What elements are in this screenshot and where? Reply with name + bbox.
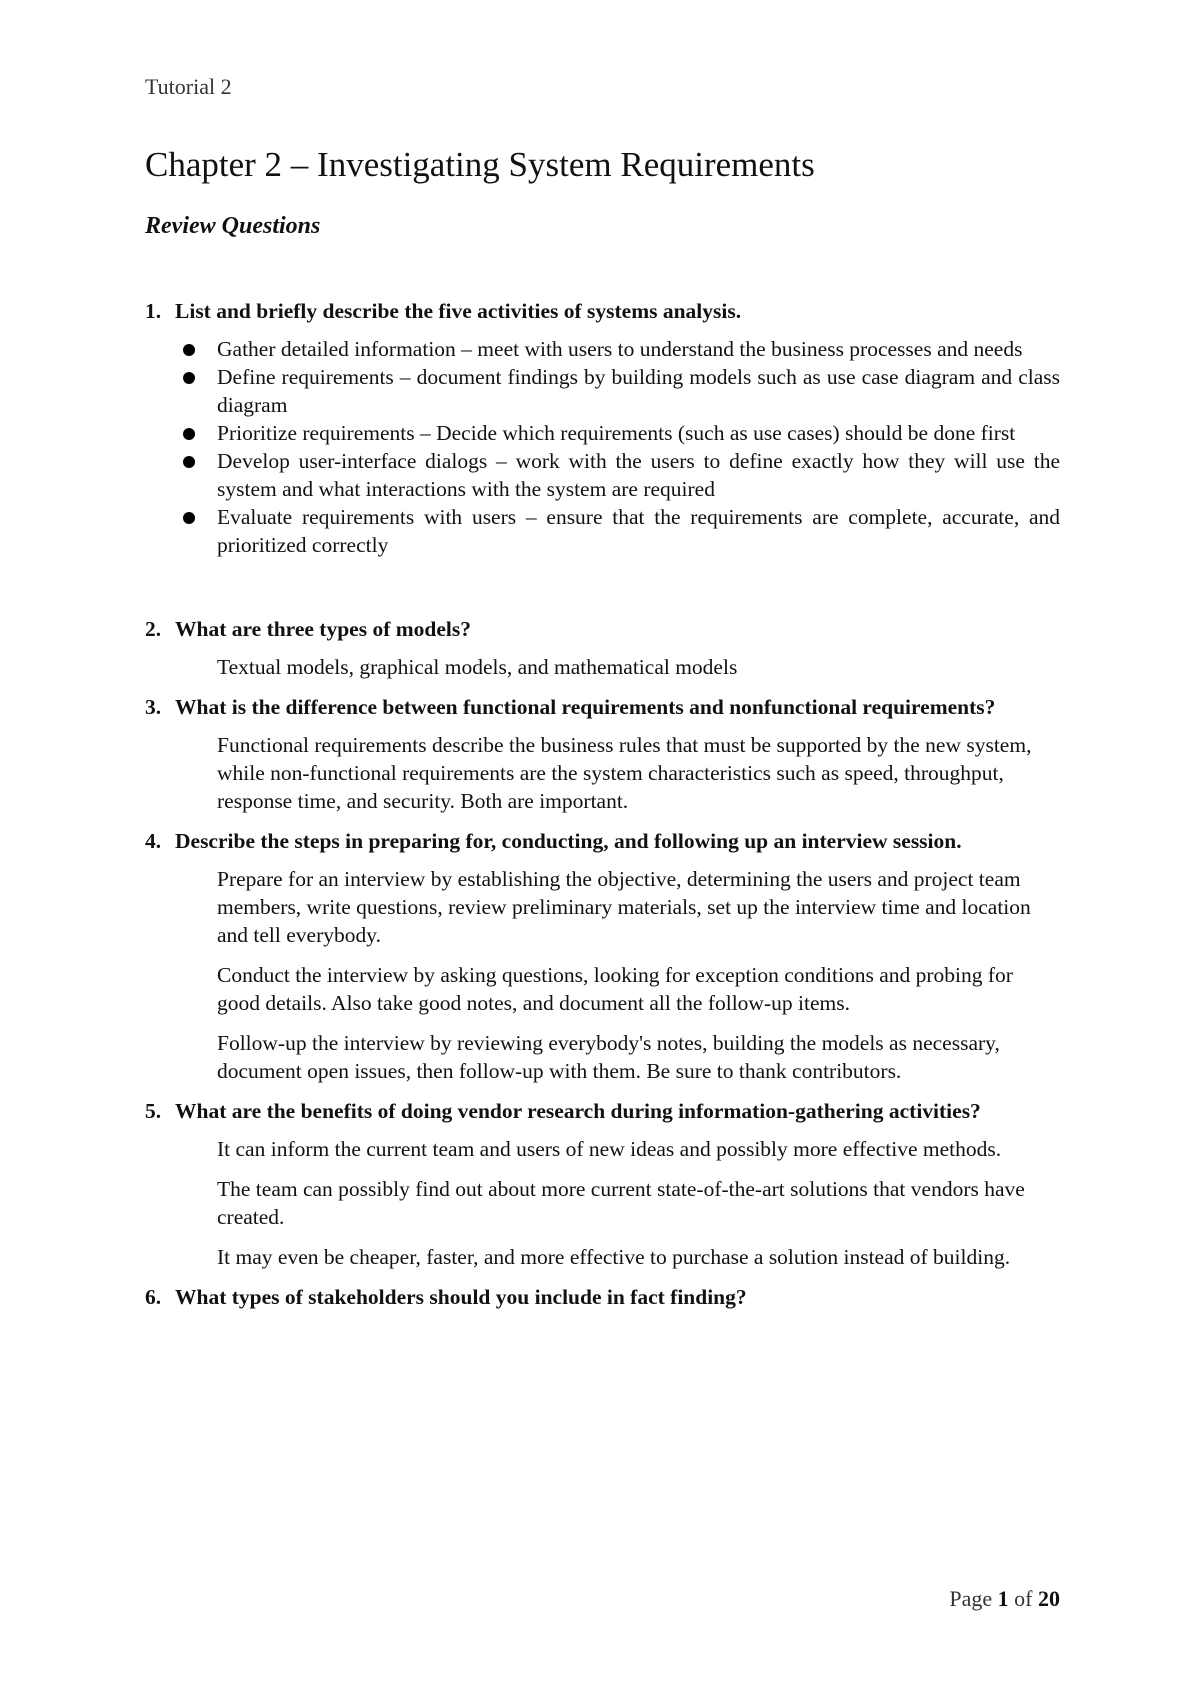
list-item-text: Evaluate requirements with users – ensure that the requirements are complete, accurate, and prioritized correctly [217,505,1060,557]
question-number: 6. [145,1285,162,1309]
bullet-icon [183,428,195,440]
question-block [145,827,1060,1085]
list-item-text: Gather detailed information – meet with users to understand the business processes and needs [217,337,1023,361]
list-item-text: Develop user-interface dialogs – work with the users to define exactly how they will use the system and what interactions with the system are required [217,449,1060,501]
answer-paragraph: Conduct the interview by asking questions, looking for exception conditions and probing for good details. Also take good notes, and document all the follow-up items. [217,963,1013,1015]
document-page [145,0,1060,1698]
list-item [145,447,1060,503]
list-item [145,363,1060,419]
activities-list [145,335,1060,559]
question-heading [145,297,1060,325]
question-text: What are the benefits of doing vendor research during information-gathering activities? [175,1099,981,1123]
question-block [145,1283,1060,1311]
answer [145,731,1060,815]
question-text: What are three types of models? [175,617,471,641]
question-heading [145,693,1060,721]
question-number: 3. [145,695,162,719]
list-item-text: Prioritize requirements – Decide which requirements (such as use cases) should be done first [217,421,1016,445]
answer-paragraph: It may even be cheaper, faster, and more effective to purchase a solution instead of building. [217,1245,1011,1269]
question-heading [145,1283,1060,1311]
question-heading [145,615,1060,643]
answer-paragraph: It can inform the current team and users of new ideas and possibly more effective methods. [217,1137,1002,1161]
list-item [145,503,1060,559]
question-heading [145,827,1060,855]
answer [145,653,1060,681]
chapter-title: Chapter 2 – Investigating System Requirements [145,145,815,184]
question-text: What is the difference between functional requirements and nonfunctional requirements? [175,695,996,719]
answer-paragraph: Follow-up the interview by reviewing everybody's notes, building the models as necessary, document open issues, then follow-up with them. Be sure to thank contributors. [217,1031,1000,1083]
bullet-icon [183,344,195,356]
list-item-text: Define requirements – document findings by building models such as use case diagram and class diagram [217,365,1060,417]
answer-paragraph: The team can possibly find out about more current state-of-the-art solutions that vendors have created. [217,1177,1025,1229]
question-block [145,615,1060,681]
total-page-count: 20 [1038,1586,1060,1611]
footer-middle: of [1008,1586,1038,1611]
question-number: 5. [145,1099,162,1123]
question-number: 4. [145,829,162,853]
question-text: Describe the steps in preparing for, conducting, and following up an interview session. [175,829,962,853]
page-footer [949,1586,1060,1612]
page-header: Tutorial 2 [145,74,232,99]
questions-list [145,297,1060,1321]
question-text: List and briefly describe the five activities of systems analysis. [175,299,742,323]
answer-paragraph: Prepare for an interview by establishing the objective, determining the users and project team members, write questions, review preliminary materials, set up the interview time and location and tell everybody. [217,867,1031,947]
current-page-number: 1 [997,1586,1009,1611]
question-text: What types of stakeholders should you include in fact finding? [175,1285,747,1309]
bullet-icon [183,456,195,468]
question-block [145,297,1060,559]
question-number: 2. [145,617,162,641]
answer [145,1135,1060,1271]
section-title: Review Questions [145,213,321,239]
question-heading [145,1097,1060,1125]
answer [145,865,1060,1085]
list-item [145,335,1060,363]
question-block [145,1097,1060,1271]
answer-paragraph: Textual models, graphical models, and mathematical models [217,655,738,679]
list-item [145,419,1060,447]
answer-paragraph: Functional requirements describe the business rules that must be supported by the new system, while non-functional requirements are the system characteristics such as speed, throughput, response time, and security. Both are important. [217,733,1032,813]
footer-prefix: Page [949,1586,998,1611]
question-number: 1. [145,299,162,323]
bullet-icon [183,372,195,384]
bullet-icon [183,512,195,524]
question-block [145,693,1060,815]
